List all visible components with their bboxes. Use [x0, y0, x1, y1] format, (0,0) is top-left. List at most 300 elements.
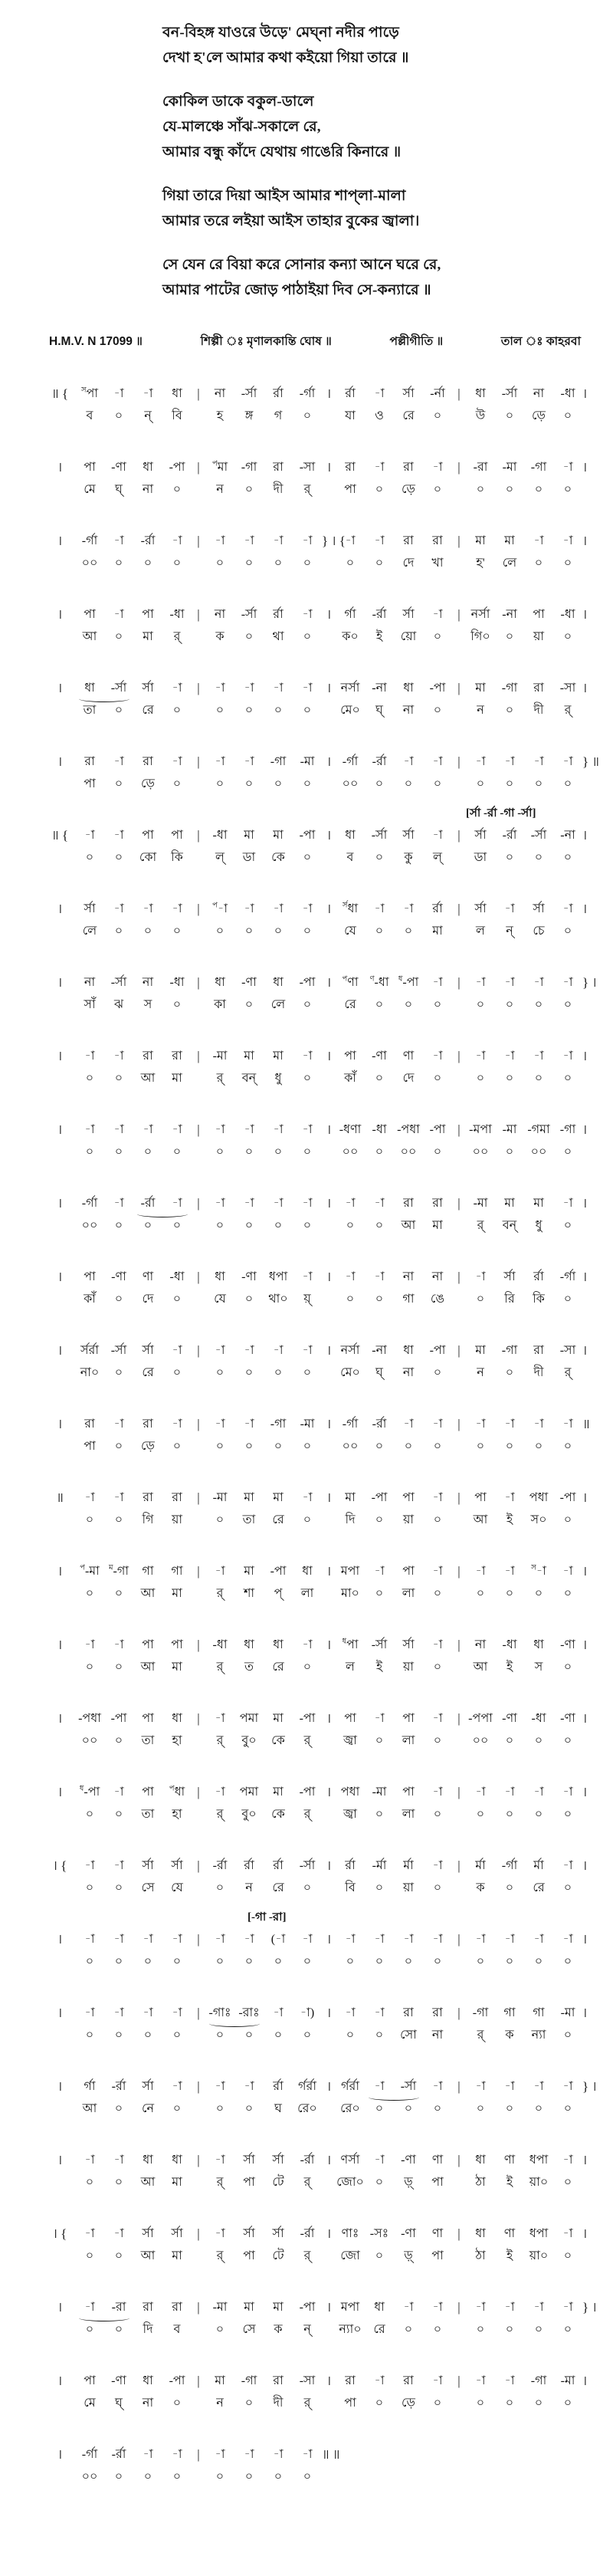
note-cell: -া	[562, 1786, 573, 1799]
note-cell: -া	[215, 1344, 225, 1357]
lyric-cell: ০	[172, 2470, 182, 2483]
bar-symbol: |	[197, 1564, 200, 1579]
bar-symbol: |	[197, 1049, 200, 1063]
lyric-measure	[205, 1362, 322, 1384]
lyric-cell: ০	[114, 1440, 123, 1453]
note-cell: -া	[113, 387, 124, 400]
lyric-cell: হা	[172, 1734, 182, 1747]
note-cell: -মা	[502, 1123, 517, 1136]
note-cell: -র্সা	[371, 1638, 388, 1651]
note-cell: -া	[475, 2374, 486, 2387]
lyric-measure	[205, 1950, 322, 1973]
note-cell: ধা	[475, 2227, 486, 2240]
bar-symbol: ।	[57, 1196, 63, 1211]
notation-line	[44, 971, 608, 1016]
note-cell: র্সা	[171, 2227, 183, 2240]
note-cell: -া	[244, 902, 254, 915]
bar-symbol: |	[457, 1785, 461, 1799]
lyrics-row	[44, 994, 608, 1016]
note-cell: -া	[475, 1418, 486, 1431]
note-cell: -া	[302, 1270, 313, 1283]
note-cell: ণা	[142, 1270, 154, 1283]
note-cell: -া	[84, 2006, 95, 2019]
lyric-cell: মে	[84, 2397, 96, 2410]
lyric-cell: ০	[534, 557, 543, 570]
note-cell: মা	[504, 534, 515, 547]
lyric-cell: ০	[505, 1881, 514, 1894]
lyric-cell: ব	[346, 851, 354, 864]
bar-symbol: ।	[582, 460, 588, 475]
note-cell: -পা	[429, 1123, 446, 1136]
note-cell: ণা	[503, 2227, 516, 2240]
bar-symbol: |	[197, 1417, 200, 1431]
lyric-cell: ০	[563, 998, 572, 1011]
lyric-measure	[205, 1803, 322, 1825]
note-cell: -ধা	[169, 976, 185, 989]
bar-symbol: |	[197, 1638, 200, 1652]
bar-symbol: |	[197, 1785, 200, 1799]
grace-note: স	[531, 1563, 536, 1572]
lyric-cell: ০	[433, 998, 442, 1011]
lyric-cell: ০	[244, 1955, 254, 1968]
lyric-cell: ০০	[342, 1440, 359, 1453]
lyric-cell: ০	[505, 1587, 514, 1600]
lyric-cell: ও	[375, 409, 384, 422]
lyric-cell: আ	[140, 2176, 156, 2189]
measure	[75, 1413, 192, 1435]
note-cell: -া	[475, 976, 486, 989]
bar-symbol: |	[457, 2153, 461, 2167]
note-cell: র্সা	[142, 1859, 154, 1872]
lyric-cell: পা	[344, 2397, 356, 2410]
measure	[336, 677, 452, 699]
measure	[75, 2149, 192, 2171]
lyric-cell: রে	[272, 1881, 284, 1894]
note-cell: না	[474, 1638, 487, 1651]
bar-symbol: ।	[582, 607, 588, 622]
lyric-cell: ০০	[530, 1145, 547, 1158]
lyric-measure	[75, 405, 192, 427]
measure	[336, 1707, 452, 1730]
lyric-cell: সে	[242, 2323, 256, 2336]
lyric-cell: ০	[172, 1293, 182, 1306]
lyric-measure	[466, 478, 582, 501]
bar-symbol: |	[457, 1638, 461, 1652]
note-cell: -র্মা	[372, 1859, 387, 1872]
lyric-cell: ন	[477, 704, 484, 717]
lyric-cell: ০	[534, 1734, 543, 1747]
bar-symbol: ॥	[582, 1417, 590, 1431]
grace-note: ধ	[398, 974, 403, 984]
note-cell: -া	[533, 1050, 544, 1063]
lyric-measure	[336, 2171, 452, 2193]
note-cell: র্মা	[533, 1859, 544, 1872]
lyric-cell: ক	[476, 1881, 485, 1894]
lyrics-row	[44, 846, 608, 869]
lyric-cell: ০	[476, 1808, 485, 1821]
lyric-cell: ০	[215, 1513, 225, 1526]
lyric-cell: ০	[476, 1440, 485, 1453]
note-cell: -া	[172, 1418, 182, 1431]
measure	[336, 456, 452, 478]
lyrics-row	[44, 1141, 608, 1163]
note-cell: পা	[344, 1712, 356, 1725]
lyric-cell: ০	[505, 1072, 514, 1085]
bar-symbol: ।	[582, 1858, 588, 1873]
note-cell: -া	[113, 1197, 124, 1210]
lyric-cell: ০	[404, 2102, 413, 2115]
note-cell: -া	[172, 2080, 182, 2093]
bar-symbol: |	[197, 754, 200, 769]
note-cell: রা	[273, 2374, 284, 2387]
measure	[205, 2075, 322, 2098]
note-cell: ধা	[345, 829, 356, 842]
bar-symbol: ।	[582, 681, 588, 695]
note-cell: মা	[475, 682, 486, 695]
bar-symbol: ।	[326, 1638, 332, 1652]
lyric-cell: ০	[563, 1955, 572, 1968]
lyric-cell: ক	[505, 2029, 514, 2042]
measure	[205, 456, 322, 478]
bar-symbol: |	[457, 754, 461, 769]
lyrics-row	[44, 1877, 608, 1899]
lyric-cell: ই	[506, 2249, 513, 2262]
note-cell: র্সা	[142, 2080, 154, 2093]
note-cell: -া	[374, 387, 385, 400]
notes-row	[44, 1928, 608, 1950]
measure	[336, 898, 452, 920]
measure	[336, 2223, 452, 2245]
lyric-cell: ০	[114, 1293, 123, 1306]
note-cell: রা	[143, 1418, 153, 1431]
lyrics-row	[44, 405, 608, 427]
bar-symbol: ।	[582, 1564, 588, 1579]
lyrics-row	[44, 2245, 608, 2267]
lyric-cell: ০	[563, 409, 572, 422]
lyric-cell: ০০	[400, 1145, 417, 1158]
lyric-cell: ০	[433, 1661, 442, 1674]
lyrics-row	[44, 1067, 608, 1089]
grace-note: র্স	[342, 901, 348, 910]
note-cell: -া	[244, 2448, 254, 2461]
note-cell: র্সা	[503, 1270, 516, 1283]
bar-symbol: |	[197, 1122, 200, 1137]
lyric-cell: ০	[114, 2176, 123, 2189]
bar-symbol: ।	[326, 1196, 332, 1211]
note-cell: -র্না	[430, 387, 445, 400]
lyric-cell: সে	[141, 1881, 155, 1894]
bar-symbol: |	[197, 2300, 200, 2315]
measure	[75, 1634, 192, 1656]
lyric-measure	[75, 699, 192, 721]
note-cell: -া	[244, 1933, 254, 1946]
lyric-cell: ০	[563, 925, 572, 938]
lyric-measure	[205, 1730, 322, 1752]
measure	[466, 2075, 582, 2098]
note-cell: -র্রা	[212, 1859, 228, 1872]
note-cell: পা	[142, 1786, 154, 1799]
lyric-cell: ০	[476, 1955, 485, 1968]
note-cell: -র্রা	[140, 1197, 156, 1210]
note-cell: -পধা	[397, 1123, 420, 1136]
note-cell: $^প$ণা	[342, 974, 359, 989]
lyric-cell: ০	[563, 2029, 572, 2042]
lyric-measure	[466, 626, 582, 648]
note-cell: ণাঃ	[341, 2227, 359, 2240]
note-cell: -া	[562, 461, 573, 474]
note-cell: র্রা	[345, 387, 356, 400]
lyric-measure	[205, 994, 322, 1016]
lyric-cell: মা০	[341, 1587, 359, 1600]
note-cell: -া	[273, 902, 284, 915]
note-cell: -র্গা	[342, 1418, 359, 1431]
note-cell: -র্গা	[559, 1270, 576, 1283]
lyric-cell: ০	[114, 1955, 123, 1968]
notation-annotation: [র্সা -র্রা -গা -র্সা]	[466, 807, 536, 820]
lyric-cell: যে	[344, 925, 356, 938]
measure	[205, 2370, 322, 2392]
lyric-cell: ০	[476, 998, 485, 1011]
lyric-cell: ০	[244, 1219, 254, 1232]
lyric-cell: ০	[505, 409, 514, 422]
note-cell: -া	[244, 1344, 254, 1357]
bar-symbol: ।	[582, 534, 588, 548]
lyric-measure	[205, 1288, 322, 1310]
note-cell: ণা	[431, 2227, 444, 2240]
lyric-cell: পা	[243, 2176, 255, 2189]
notation-line	[44, 2443, 608, 2488]
note-cell: -া	[113, 2006, 124, 2019]
note-cell: -া	[432, 1491, 443, 1504]
lyric-cell: ০	[85, 2029, 94, 2042]
note-cell: -া	[302, 2448, 313, 2461]
lyric-measure	[75, 1435, 192, 1457]
lyric-line: যে-মালঞ্চে সাঁঝ-সকালে রে,	[162, 119, 321, 135]
lyric-measure	[205, 1877, 322, 1899]
lyric-cell: ল	[346, 1661, 355, 1674]
note-cell: ধা	[143, 2154, 153, 2167]
note-cell: -া	[273, 534, 284, 547]
note-cell: -পা	[169, 2374, 185, 2387]
lyric-cell: উ	[475, 409, 486, 422]
note-cell: -া	[475, 2301, 486, 2314]
note-cell: -া	[533, 2080, 544, 2093]
lyric-cell: ক০	[342, 630, 359, 643]
lyric-measure	[75, 2466, 192, 2488]
note-cell: -া	[432, 2080, 443, 2093]
note-cell: -র্গা	[81, 534, 98, 547]
lyric-cell: দে	[402, 557, 415, 570]
lyric-cell: ০	[433, 1366, 442, 1379]
note-cell: -া	[432, 755, 443, 768]
lyric-cell: মা	[432, 1219, 443, 1232]
grace-note: প	[211, 459, 218, 468]
note-cell: রা	[432, 534, 443, 547]
lyric-cell: ০	[85, 1072, 94, 1085]
lyric-cell: না	[402, 1366, 415, 1379]
note-cell: র্রা	[345, 1859, 356, 1872]
measure	[336, 1487, 452, 1509]
note-cell: -া	[562, 755, 573, 768]
bar-symbol: ।	[326, 902, 332, 916]
note-cell: -মা	[372, 1786, 387, 1799]
note-cell: -ধা	[560, 387, 575, 400]
note-cell: -না	[372, 682, 387, 695]
lyric-cell: না	[402, 704, 415, 717]
record-meta-row	[0, 321, 613, 352]
note-cell: -া	[533, 1418, 544, 1431]
bar-symbol: ।	[57, 1711, 63, 1726]
lyric-cell: ০	[215, 557, 225, 570]
lyric-measure	[336, 478, 452, 501]
lyric-cell: ০	[172, 704, 182, 717]
lyric-cell: ঘ্	[375, 1366, 383, 1379]
lyric-measure	[205, 626, 322, 648]
lyric-measure	[336, 1656, 452, 1678]
note-cell: রা	[143, 1491, 153, 1504]
lyric-cell: ০	[114, 1587, 123, 1600]
lyric-measure	[336, 1877, 452, 1899]
note-cell: পমা	[239, 1786, 259, 1799]
lyric-cell: ল	[476, 925, 485, 938]
lyric-cell: কে	[271, 851, 285, 864]
bar-symbol: ।	[582, 1343, 588, 1358]
lyric-cell: ০	[244, 2397, 254, 2410]
bar-symbol: ।	[57, 2153, 63, 2167]
note-cell: -মা	[300, 1418, 315, 1431]
lyric-cell: খা	[431, 557, 444, 570]
note-cell: -পা	[429, 682, 446, 695]
note-cell: -া	[244, 1418, 254, 1431]
lyric-measure	[75, 1288, 192, 1310]
note-cell: মা	[273, 1491, 284, 1504]
bar-symbol: ।	[326, 2006, 332, 2020]
lyrics-row	[44, 1288, 608, 1310]
measure	[75, 751, 192, 773]
lyric-cell: ০	[433, 1072, 442, 1085]
note-cell: না	[431, 1270, 444, 1283]
lyric-cell: ০০	[472, 1734, 489, 1747]
measure	[466, 677, 582, 699]
grace-note: ণ	[369, 974, 375, 984]
grace-note: ধ	[79, 1784, 84, 1793]
lyric-cell: ০	[375, 1145, 384, 1158]
bar-symbol: ।	[582, 1270, 588, 1284]
note-cell: -পা	[110, 1712, 127, 1725]
bar-symbol: |	[197, 681, 200, 695]
note-cell: -া	[562, 1197, 573, 1210]
note-cell: -া	[113, 2227, 124, 2240]
lyric-cell: ই	[506, 1661, 513, 1674]
bar-symbol: |	[197, 902, 200, 916]
lyric-cell: ০	[375, 2249, 384, 2262]
note-cell: -পা	[299, 976, 316, 989]
note-cell: -গাঃ	[208, 2006, 231, 2019]
lyrics-row	[44, 478, 608, 501]
note-cell: -পা	[299, 829, 316, 842]
lyric-cell: ০	[505, 777, 514, 790]
lyric-cell: ০	[505, 998, 514, 1011]
measure	[75, 530, 192, 552]
measure	[466, 1707, 582, 1730]
lyric-cell: ০	[505, 630, 514, 643]
lyric-cell: আ	[140, 1587, 156, 1600]
measure	[205, 1560, 322, 1582]
lyric-cell: ঙে	[430, 1293, 445, 1306]
lyric-cell: মা	[432, 925, 443, 938]
measure	[466, 603, 582, 626]
lyric-cell: ঘ্	[375, 704, 383, 717]
note-cell: -া	[562, 976, 573, 989]
lyric-cell: ০০	[342, 777, 359, 790]
lyric-measure	[75, 1067, 192, 1089]
lyric-cell: ০	[114, 1145, 123, 1158]
lyrics-row	[44, 2466, 608, 2488]
lyric-cell: ০	[114, 2249, 123, 2262]
lyric-cell: বি	[172, 409, 182, 422]
lyric-cell: ০	[215, 2323, 225, 2336]
bar-symbol: |	[457, 386, 461, 401]
lyric-cell: ০	[172, 925, 182, 938]
bar-symbol: ।	[57, 2079, 63, 2094]
note-cell: (-া	[270, 1933, 286, 1946]
note-cell: -গা	[501, 682, 518, 695]
lyric-cell: য়া	[402, 1661, 415, 1674]
lyric-cell: য়া	[171, 1513, 183, 1526]
lyric-measure	[205, 552, 322, 574]
bar-symbol: ।	[326, 1049, 332, 1063]
note-cell: -া	[475, 2080, 486, 2093]
measure	[336, 2075, 452, 2098]
note-cell: ধপা	[529, 2227, 549, 2240]
lyric-measure	[336, 1362, 452, 1384]
lyric-cell: ড়ে	[532, 409, 546, 422]
note-cell: -া	[475, 1050, 486, 1063]
lyric-measure	[205, 699, 322, 721]
lyric-cell: ০	[563, 1145, 572, 1158]
lyric-cell: ০	[563, 2397, 572, 2410]
lyric-cell: যে	[214, 1293, 226, 1306]
lyric-cell: ০	[505, 483, 514, 496]
note-cell: -া	[345, 534, 356, 547]
lyric-cell: ০	[114, 630, 123, 643]
lyric-cell: ০	[303, 557, 312, 570]
lyric-cell: ই	[375, 1661, 383, 1674]
bar-symbol: ।	[326, 607, 332, 622]
note-cell: -ণা	[241, 1270, 257, 1283]
lyric-measure	[75, 1656, 192, 1678]
note-cell: -া	[562, 2154, 573, 2167]
lyric-cell: র্	[216, 1808, 224, 1821]
measure	[466, 1560, 582, 1582]
note-cell: র্রা	[273, 608, 284, 621]
lyric-cell: না	[142, 2397, 154, 2410]
measure	[336, 1855, 452, 1877]
lyrics-stanza	[162, 89, 613, 165]
notation-line	[44, 1266, 608, 1310]
bar-symbol: |	[197, 2006, 200, 2020]
note-cell: -া	[84, 2227, 95, 2240]
note-cell: মা	[215, 2374, 225, 2387]
lyric-measure	[205, 478, 322, 501]
lyric-line: আমার পাটের জোড় পাঠাইয়া দিব সে-কন্যারে ॥	[162, 282, 431, 298]
note-cell: -া	[302, 682, 313, 695]
note-cell: -া	[302, 1123, 313, 1136]
measure	[205, 2296, 322, 2318]
note-cell: -মা	[212, 1491, 228, 1504]
lyric-cell: র্	[303, 2176, 311, 2189]
lyric-cell: ০	[476, 777, 485, 790]
